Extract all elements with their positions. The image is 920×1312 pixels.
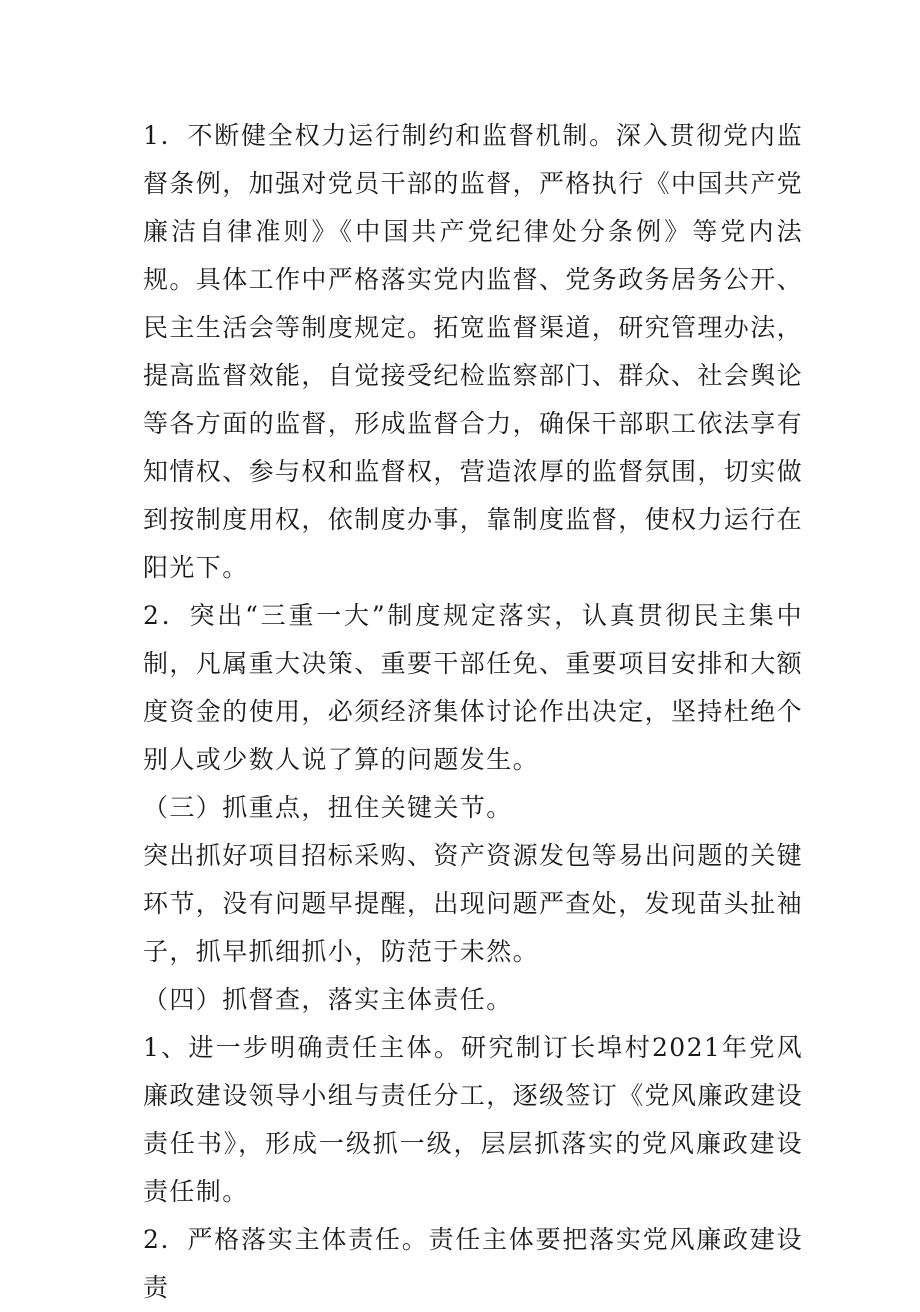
paragraph-responsibility-subject: 1、进一步明确责任主体。研究制订长埠村2021年党风廉政建设领导小组与责任分工，逐级签订《党风廉政建设责任书》，形成一级抓一级，层层抓落实的党风廉政建设责任制。 bbox=[143, 1033, 804, 1206]
paragraph-supervision-mechanism: 1．不断健全权力运行制约和监督机制。深入贯彻党内监督条例，加强对党员干部的监督，严格执行《中国共产党廉洁自律准则》《中国共产党纪律处分条例》等党内法规。具体工作中严格落实党内监督、党务政务居务公开、民主生活会等制度规定。拓宽监督渠道，研究管理办法，提高监督效能，自觉接受纪检监察部门、群众、社会舆论等各方面的监督，形成监督合力，确保干部职工依法享有知情权、参与权和监督权，营造浓厚的监督氛围，切实做到按制度用权，依制度办事，靠制度监督，使权力运行在阳光下。 bbox=[143, 121, 804, 582]
section-heading-key-points: （三）抓重点，扭住关键关节。 bbox=[143, 793, 513, 822]
paragraph-three-important-one-large: 2．突出“三重一大”制度规定落实，认真贯彻民主集中制，凡属重大决策、重要干部任免、重要项目安排和大额度资金的使用，必须经济集体讨论作出决定，坚持杜绝个别人或少数人说了算的问题发生。 bbox=[143, 601, 804, 774]
section-heading-supervision-responsibility: （四）抓督查，落实主体责任。 bbox=[143, 985, 513, 1014]
document-body bbox=[143, 112, 803, 1312]
paragraph-implement-responsibility: 2．严格落实主体责任。责任主体要把落实党风廉政建设责 bbox=[143, 1225, 803, 1302]
paragraph-key-links: 突出抓好项目招标采购、资产资源发包等易出问题的关键环节，没有问题早提醒，出现问题严查处，发现苗头扯袖子，抓早抓细抓小，防范于未然。 bbox=[143, 841, 804, 966]
